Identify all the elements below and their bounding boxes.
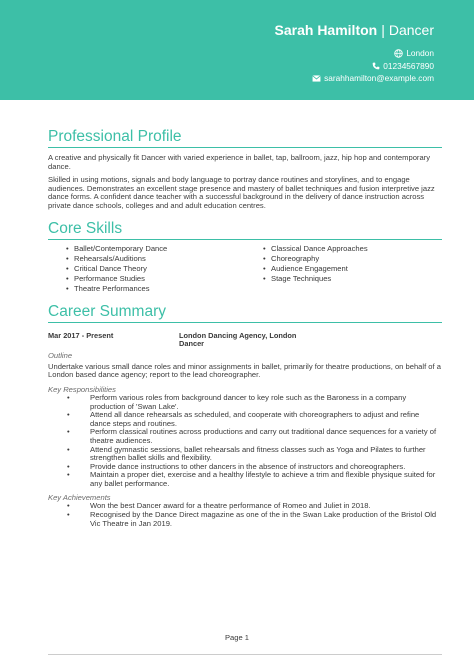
header-banner [0,0,474,100]
list-item: • Won the best Dancer award for a theatre performance of Romeo and Juliet in 2018. [48,502,442,511]
outline-label: Outline [48,350,73,360]
candidate-role: Dancer [388,22,434,38]
phone-icon [372,62,380,70]
job-date: Mar 2017 - Present [48,330,114,340]
envelope-icon [312,75,321,82]
responsibilities-list [48,394,442,489]
outline-text: Undertake various small dance roles and minor assignments in ballet, primarily for theatre productions, on behalf of a London based dance agency; report to the lead choreographer. [48,361,441,380]
location-text: London [406,48,434,58]
skills-list [48,244,442,295]
skill-item: • Classical Dance Approaches [263,244,442,254]
candidate-name: Sarah Hamilton [274,22,378,38]
job-company: London Dancing Agency, London [179,330,297,340]
resume-body [48,128,442,528]
email-line [312,73,434,83]
skill-item: • Performance Studies [66,274,245,284]
list-item: • Attend all dance rehearsals as scheduled, and cooperate with choreographers to adjust and refine dance steps and routines. [48,411,442,428]
skill-item: • Stage Techniques [263,274,442,284]
location-line [394,48,434,58]
email-link[interactable]: sarahhamilton@example.com [324,73,434,83]
skills-column-right [245,244,442,295]
list-item: • Attend gymnastic sessions, ballet rehearsals and fitness classes such as Yoga and Pilates to further strengthen ballet skills and flexibility. [48,446,442,463]
profile-paragraph: A creative and physically fit Dancer with varied experience in ballet, tap, ballroom, jazz, hip hop and contemporary dance. [48,153,430,171]
skill-item: • Ballet/Contemporary Dance [66,244,245,254]
list-item: • Provide dance instructions to other dancers in the absence of instructors and choreographers. [48,463,442,472]
skill-item: • Choreography [263,254,442,264]
skill-item: • Theatre Performances [66,284,245,294]
skills-column-left [48,244,245,295]
globe-icon [394,49,403,58]
section-heading-career: Career Summary [48,303,442,323]
list-item: • Perform various roles from background dancer to key role such as the Baroness in a company production of 'Swan Lake'. [48,394,442,411]
title-separator: | [381,22,385,38]
list-item: • Recognised by the Dance Direct magazine as one of the in the Swan Lake production of the Bristol Old Vic Theatre in Jan 2019. [48,511,442,528]
list-item: • Maintain a proper diet, exercise and a healthy lifestyle to achieve a trim and flexible physique suited for any ballet performance. [48,471,442,488]
skill-item: • Critical Dance Theory [66,264,245,274]
job-header [48,332,442,349]
achievements-label: Key Achievements [48,493,111,503]
skill-item: • Rehearsals/Auditions [66,254,245,264]
skill-item: • Audience Engagement [263,264,442,274]
section-heading-skills: Core Skills [48,220,442,240]
page-number: Page 1 [224,633,250,642]
name-title [275,22,434,38]
phone-text: 01234567890 [383,61,434,71]
section-heading-profile: Professional Profile [48,128,442,148]
job-title: Dancer [179,339,205,349]
profile-paragraph: Skilled in using motions, signals and body language to portray dance routines and storylines, and to engage audiences. Demonstrates an excellent stage presence and mastery of ballet techniques and fusion interpretive jazz dance forms. A confident dance teacher with a successful background in the delivery of dance instruction across private dance schools, colleges and and adult education centres. [48,175,435,210]
list-item: • Perform classical routines across productions and carry out traditional dance sequences for a variety of theatre audiences. [48,428,442,445]
phone-line [372,61,434,71]
achievements-list [48,502,442,528]
footer-divider [48,654,442,655]
responsibilities-label: Key Responsibilities [48,384,116,394]
job-organisation [179,332,319,349]
